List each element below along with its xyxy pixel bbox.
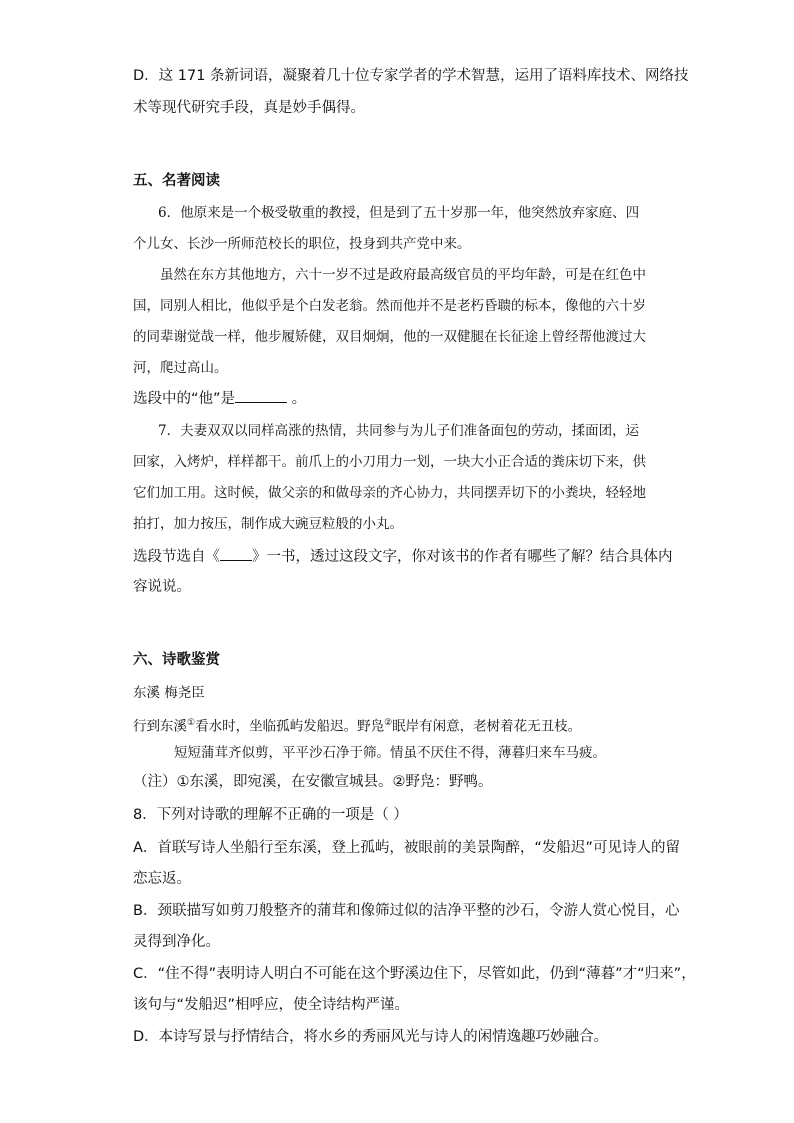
poem-line1 [133, 713, 581, 737]
q6-passage-line1: 6．他原来是一个极受敬重的教授，但是到了五十岁那一年，他突然放弃家庭、四 [158, 205, 640, 221]
q7-passage-line2: 回家，入烤炉，样样都干。前爪上的小刀用力一划，一块大小正合适的粪床切下来，供 [133, 454, 646, 470]
note-mark-1: ① [187, 718, 196, 728]
section5-heading: 五、名著阅读 [133, 173, 220, 189]
poem-line1-part-a: 行到东溪 [133, 718, 187, 735]
q5-option-d-line2: 术等现代研究手段，真是妙手偶得。 [133, 100, 365, 116]
q6-passage-line6: 河，爬过高山。 [133, 360, 228, 376]
poem-note: （注）①东溪，即宛溪，在安徽宣城县。②野凫：野鸭。 [133, 774, 493, 790]
q6-question-text: 选段中的“他”是 [133, 391, 236, 407]
q7-passage-line3: 它们加工用。这时候，做父亲的和做母亲的齐心协力，共同摆弄切下的小粪块，轻轻地 [133, 485, 646, 501]
q7-passage-line4: 拍打，加力按压，制作成大豌豆粒般的小丸。 [133, 516, 403, 532]
q6-passage-line5: 的同辈谢觉哉一样，他步履矫健，双目炯炯，他的一双健腿在长征途上曾经帮他渡过大 [133, 329, 646, 345]
q8-option-b-line2[interactable]: 灵得到净化。 [133, 934, 220, 950]
poem-line1-part-b: 看水时，坐临孤屿发船迟。野凫 [195, 718, 385, 735]
poem-line2: 短短蒲茸齐似剪，平平沙石净于筛。情虽不厌住不得，薄暮归来车马疲。 [174, 745, 606, 761]
q7-question-line2: 容说说。 [133, 579, 191, 595]
poem-title: 东溪 梅尧臣 [133, 685, 205, 701]
q7-book-blank[interactable] [220, 546, 252, 561]
poem-line1-part-c: 眠岸有闲意，老树着花无丑枝。 [392, 718, 582, 735]
q6-question-end: 。 [287, 391, 307, 407]
q6-passage-line3: 虽然在东方其他地方，六十一岁不过是政府最高级官员的平均年龄，可是在红色中 [160, 267, 646, 283]
q5-option-d-line1: D．这 171 条新词语，凝聚着几十位专家学者的学术智慧，运用了语料库技术、网络技 [133, 68, 689, 84]
q8-option-a-line2[interactable]: 恋忘返。 [133, 871, 191, 887]
q8-stem: 8．下列对诗歌的理解不正确的一项是（ ） [133, 807, 408, 823]
q8-option-d-line1[interactable]: D．本诗写景与抒情结合，将水乡的秀丽风光与诗人的闲情逸趣巧妙融合。 [133, 1029, 609, 1045]
section6-heading: 六、诗歌鉴赏 [133, 652, 220, 668]
q8-option-b-line1[interactable]: B．颈联描写如剪刀般整齐的蒲茸和像筛过似的洁净平整的沙石，令游人赏心悦目，心 [133, 903, 680, 919]
q6-passage-line2: 个儿女、长沙一所师范校长的职位，投身到共产党中来。 [133, 236, 471, 252]
q6-question [133, 388, 306, 409]
q7-question-text-cont: 》一书，透过这段文字，你对该书的作者有哪些了解？结合具体内 [252, 549, 673, 565]
q7-question-line1 [133, 546, 673, 567]
q8-option-c-line1[interactable]: C．“住不得”表明诗人明白不可能在这个野溪边住下，尽管如此，仍到“薄暮”才“归来”， [133, 966, 696, 982]
q7-passage-line1: 7．夫妻双双以同样高涨的热情，共同参与为儿子们准备面包的劳动，揉面团，运 [158, 423, 640, 439]
q6-answer-blank[interactable] [235, 388, 287, 403]
note-mark-2: ② [384, 718, 393, 728]
q8-option-a-line1[interactable]: A．首联写诗人坐船行至东溪，登上孤屿，被眼前的美景陶醉，“发船迟”可见诗人的留 [133, 840, 680, 856]
q7-question-text: 选段节选自《 [133, 549, 220, 565]
q6-passage-line4: 国，同别人相比，他似乎是个白发老翁。然而他并不是老朽昏聩的标本，像他的六十岁 [133, 298, 646, 314]
q8-option-c-line2[interactable]: 该句与“发船迟”相呼应，使全诗结构严谨。 [133, 997, 410, 1013]
